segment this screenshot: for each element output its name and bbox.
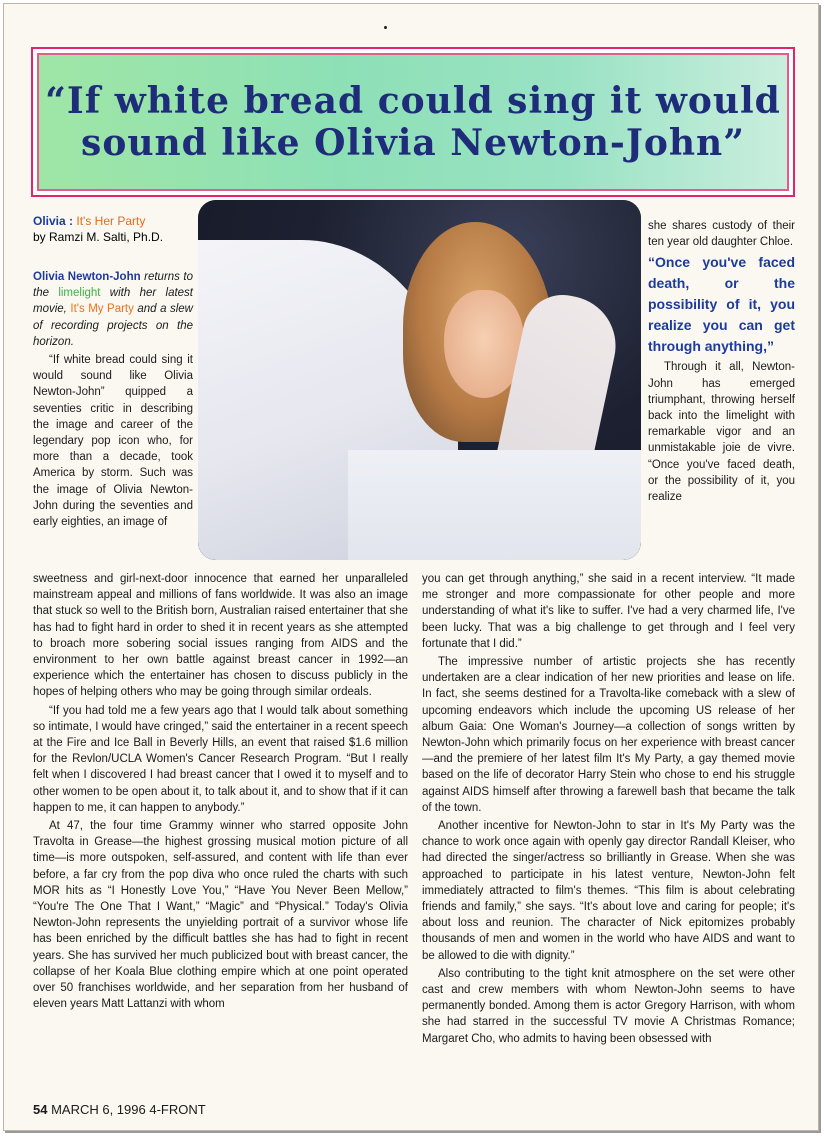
right-body-column <box>422 571 795 1049</box>
intro-column <box>33 269 193 532</box>
body-paragraph: “If white bread could sing it would sound like Olivia Newton-John” quipped a seventies critic in describing the image and career of the legendary pop icon who, for more than a decade, took America by storm. Such was the image of Olivia Newton-John during the seventies and early eighties, an image of <box>33 354 193 529</box>
body-paragraph: Through it all, Newton-John has emerged triumphant, throwing herself back into the limelight with remarkable vigor and an unmistakable joie de vivre. “Once you've faced death, or the possibility of it, you realize <box>648 361 795 504</box>
headline-banner-fill <box>37 53 789 191</box>
print-speck <box>384 26 387 29</box>
body-paragraph: she shares custody of their ten year old daughter Chloe. <box>648 220 795 249</box>
magazine-page <box>3 3 819 1131</box>
page-footer <box>33 1102 206 1117</box>
sidebar-column <box>648 218 795 507</box>
byline <box>33 213 203 245</box>
byline-name: Olivia <box>33 214 66 228</box>
byline-separator: : <box>65 214 77 228</box>
headline-banner <box>31 47 795 197</box>
left-body-column <box>33 571 408 1014</box>
body-paragraph: The impressive number of artistic projects she has recently undertaken are a clear indication of her new priorities and lease on life. In fact, she seems destined for a Travolta-like comeback with a slew of upcoming endeavors which include the upcoming US release of her album Gaia: One Woman's Journey—a collection of songs written by Newton-John which primarily focus on her experience with breast cancer—and the premiere of her latest film It's My Party, a gay themed movie based on the life of decorator Harry Stein who chose to end his struggle against AIDS himself after throwing a farewell bash that became the talk of the town. <box>422 656 795 814</box>
page-number: 54 <box>33 1102 48 1117</box>
body-paragraph: At 47, the four time Grammy winner who starred opposite John Travolta in Grease—the highest grossing musical motion picture of all time—is more outspoken, self-assured, and content with life than ever before, a far cry from the pop diva who once ruled the charts with such MOR hits as “I Honestly Love You,” “Have You Never Been Mellow,” “You're The One That I Want,” “Magic” and “Physical.” Today's Olivia Newton-John represents the unyielding portrait of a survivor whose life has been enriched by the difficult battles she has had to fight in recent years. She has survived her much publicized bout with breast cancer, the collapse of her Koala Blue clothing empire which at one point operated over 50 franchises worldwide, and her separation from her husband of eleven years Matt Lattanzi with whom <box>33 820 408 1011</box>
body-paragraph: Also contributing to the tight knit atmosphere on the set were other cast and crew members with whom Newton-John seems to have permanently bonded. Among them is actor Gregory Harrison, with whom she had starred in the successful TV movie A Christmas Romance; Margaret Cho, who admits to having been obsessed with <box>422 967 795 1045</box>
body-paragraph: you can get through anything,” she said in a recent interview. “It made me stronger and more compassionate for other people and more understanding of what it's like to suffer. I've had a very charmed life, I've been lucky. That was a big challenge to get through and I feel very fortunate that I did.” <box>422 573 795 650</box>
byline-author: by Ramzi M. Salti, Ph.D. <box>33 230 164 244</box>
byline-title: It's Her Party <box>76 214 146 228</box>
headline: “If white bread could sing it would sound like Olivia Newton-John” <box>45 80 781 164</box>
body-paragraph: Another incentive for Newton-John to star in It's My Party was the chance to work once again with openly gay director Randall Kleiser, who had directed the singer/actress so brilliantly in Grease. When she was approached to participate in his latest venture, Newton-John felt immediately attracted to film's themes. “This film is about celebrating friends and family,” she says. “It's about love and caring for people; it's about loss and reunion. The character of Nick epitomizes probably thousands of men and women in the world who have AIDS and want to be allowed to die with dignity.” <box>422 820 795 962</box>
portrait-photo <box>198 200 641 560</box>
body-paragraph: “If you had told me a few years ago that I would talk about something so intimate, I would have cringed,” said the entertainer in a recent speech at the Fire and Ice Ball in Beverly Hills, an event that raised $1.6 million for the Revlon/UCLA Women's Cancer Research Program. “But I really felt when I discovered I had breast cancer that I owed it to myself and to other women to be open about it, to talk about it, and to show that if it can happen to me, it can happen to anybody.” <box>33 704 408 814</box>
footer-text: MARCH 6, 1996 4-FRONT <box>47 1102 206 1117</box>
intro-deck: Olivia Newton-John returns to the limelight with her latest movie, It's My Party and a slew of recording projects on the horizon. <box>33 271 193 348</box>
body-paragraph: sweetness and girl-next-door innocence that earned her unparalleled mainstream appeal and millions of fans worldwide. It was also an image that stuck so well to the British born, Australian raised entertainer that she has had to fight hard in order to shed it in recent years as she attempted to broach more sobering social issues ranging from AIDS and the environment to her own battle against breast cancer in 1992—an experience which the entertainer has chosen to discuss publicly in the hopes of helping others who may be going through similar ordeals. <box>33 573 408 699</box>
pull-quote: “Once you've faced death, or the possibility of it, you realize you can get through anything,” <box>648 254 795 355</box>
